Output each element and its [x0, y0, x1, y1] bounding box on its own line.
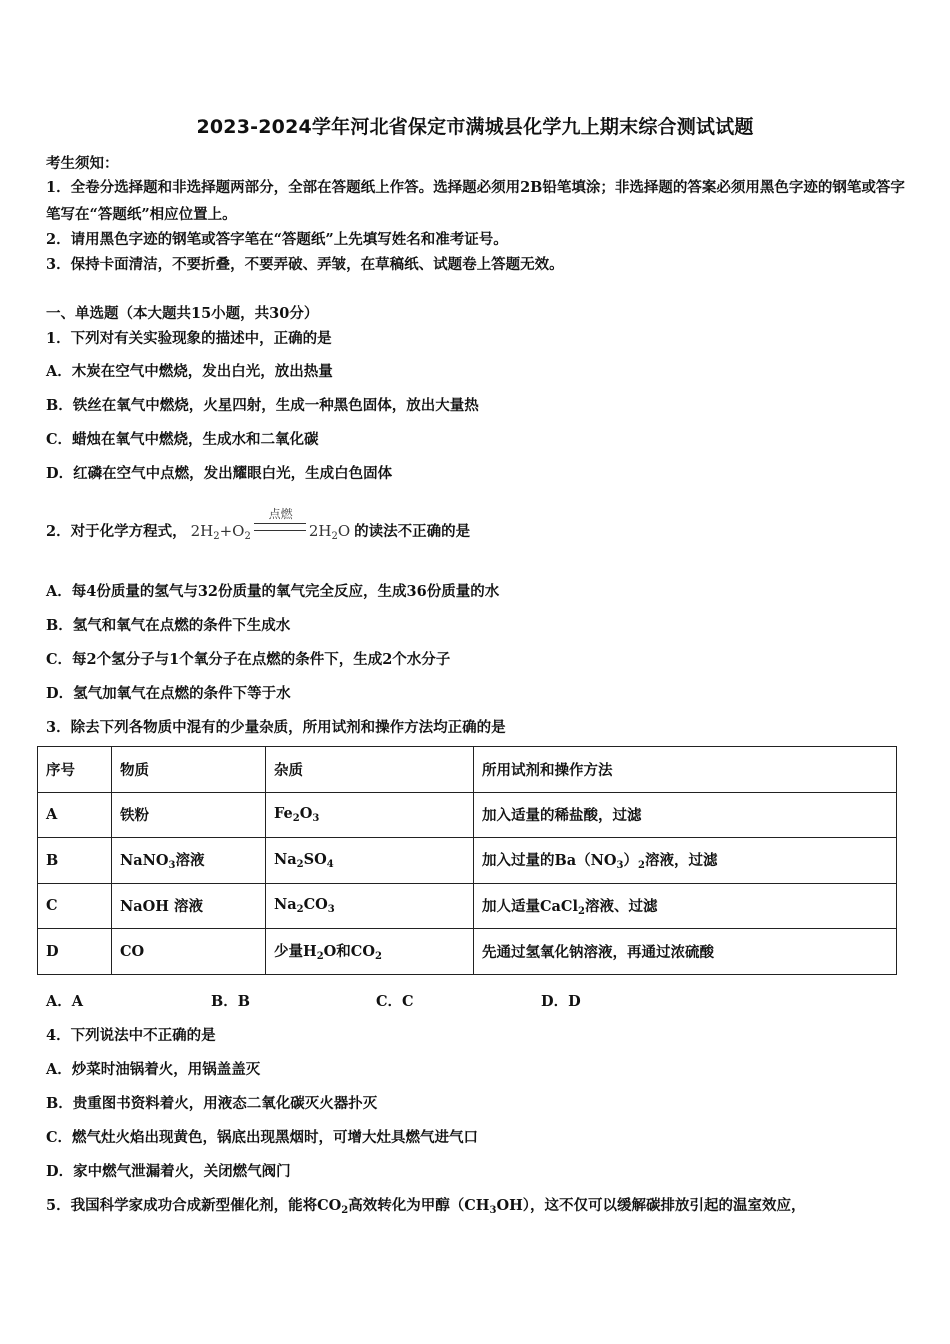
row-id: C — [38, 883, 112, 929]
table-row — [38, 929, 897, 975]
row-impurity: $Fe_2O_3$ — [266, 792, 474, 838]
q3-option-c: C．C — [376, 993, 414, 1010]
chemical-equation: $2H_2+O_2$ 点燃 $2H_2O$ — [190, 507, 351, 542]
row-substance: 铁粉 — [112, 792, 266, 838]
row-id: B — [38, 838, 112, 884]
row-substance: CO — [112, 929, 266, 975]
table-header-cell: 物质 — [112, 747, 266, 793]
q4-option-a: A．炒菜时油锅着火，用锅盖盖灭 — [46, 1061, 261, 1078]
table-header-cell: 序号 — [38, 747, 112, 793]
q2-option-b: B．氢气和氧气在点燃的条件下生成水 — [46, 617, 291, 634]
q2-option-c: C．每2个氢分子与1个氧分子在点燃的条件下，生成2个水分子 — [46, 651, 451, 668]
row-method: 加入过量的$Ba(NO_3)_2$溶液，过滤 — [474, 838, 897, 884]
q5-stem: 5．我国科学家成功合成新型催化剂，能将$CO_2$高效转化为甲醇$(CH_3OH)$，这不仅可以缓解碳排放引起的温室效应， — [46, 1197, 806, 1216]
notice-heading: 考生须知： — [46, 155, 119, 172]
table-row — [38, 792, 897, 838]
row-method: 加入适量的稀盐酸，过滤 — [474, 792, 897, 838]
table-row — [38, 883, 897, 929]
notice-item-2: 2．请用黑色字迹的钢笔或答字笔在“答题纸”上先填写姓名和准考证号。 — [46, 231, 508, 248]
row-id: D — [38, 929, 112, 975]
q2-stem-prefix: 2．对于化学方程式， — [46, 523, 187, 540]
page-title: 2023-2024学年河北省保定市满城县化学九上期末综合测试试题 — [196, 116, 754, 138]
q4-stem: 4．下列说法中不正确的是 — [46, 1027, 216, 1044]
notice-item-1: 1．全卷分选择题和非选择题两部分，全部在答题纸上作答。选择题必须用2B铅笔填涂；非选择题的答案必须用黑色字迹的钢笔或答字笔写在“答题纸”相应位置上。 — [46, 179, 905, 223]
q3-option-d: D．D — [541, 993, 581, 1010]
q1-option-b: B．铁丝在氧气中燃烧，火星四射，生成一种黑色固体，放出大量热 — [46, 397, 479, 414]
q3-option-b: B．B — [211, 993, 251, 1010]
reaction-condition: 点燃 — [268, 507, 293, 521]
row-id: A — [38, 792, 112, 838]
q2-option-a: A．每4份质量的氢气与32份质量的氧气完全反应，生成36份质量的水 — [46, 583, 500, 600]
q3-table — [37, 746, 897, 975]
row-impurity: 少量$H_2O$和$CO_2$ — [266, 929, 474, 975]
row-impurity: $Na_2CO_3$ — [266, 883, 474, 929]
row-substance: NaOH 溶液 — [112, 883, 266, 929]
q4-option-d: D．家中燃气泄漏着火，关闭燃气阀门 — [46, 1163, 291, 1180]
q2-stem — [46, 507, 471, 542]
q3-option-a: A．A — [46, 993, 84, 1010]
q3-stem: 3．除去下列各物质中混有的少量杂质，所用试剂和操作方法均正确的是 — [46, 719, 506, 736]
table-row — [38, 838, 897, 884]
table-header-cell: 所用试剂和操作方法 — [474, 747, 897, 793]
table-header-row — [38, 747, 897, 793]
q4-option-b: B．贵重图书资料着火，用液态二氧化碳灭火器扑灭 — [46, 1095, 378, 1112]
row-method: 先通过氢氧化钠溶液，再通过浓硫酸 — [474, 929, 897, 975]
row-impurity: $Na_2SO_4$ — [266, 838, 474, 884]
notice-item-3: 3．保持卡面清洁，不要折叠，不要弄破、弄皱，在草稿纸、试题卷上答题无效。 — [46, 256, 564, 273]
q1-option-a: A．木炭在空气中燃烧，发出白光，放出热量 — [46, 363, 333, 380]
q4-option-c: C．燃气灶火焰出现黄色，锅底出现黑烟时，可增大灶具燃气进气口 — [46, 1129, 479, 1146]
equation-arrow — [254, 523, 306, 531]
q1-option-c: C．蜡烛在氧气中燃烧，生成水和二氧化碳 — [46, 431, 319, 448]
section-heading: 一、单选题（本大题共15小题，共30分） — [46, 305, 319, 322]
row-substance: NaNO$_3$溶液 — [112, 838, 266, 884]
table-header-cell: 杂质 — [266, 747, 474, 793]
q2-stem-suffix: 的读法不正确的是 — [354, 523, 471, 540]
q1-option-d: D．红磷在空气中点燃，发出耀眼白光，生成白色固体 — [46, 465, 393, 482]
row-method: 加人适量CaCl$_2$溶液、过滤 — [474, 883, 897, 929]
q1-stem: 1．下列对有关实验现象的描述中，正确的是 — [46, 330, 332, 347]
q2-option-d: D．氢气加氧气在点燃的条件下等于水 — [46, 685, 291, 702]
